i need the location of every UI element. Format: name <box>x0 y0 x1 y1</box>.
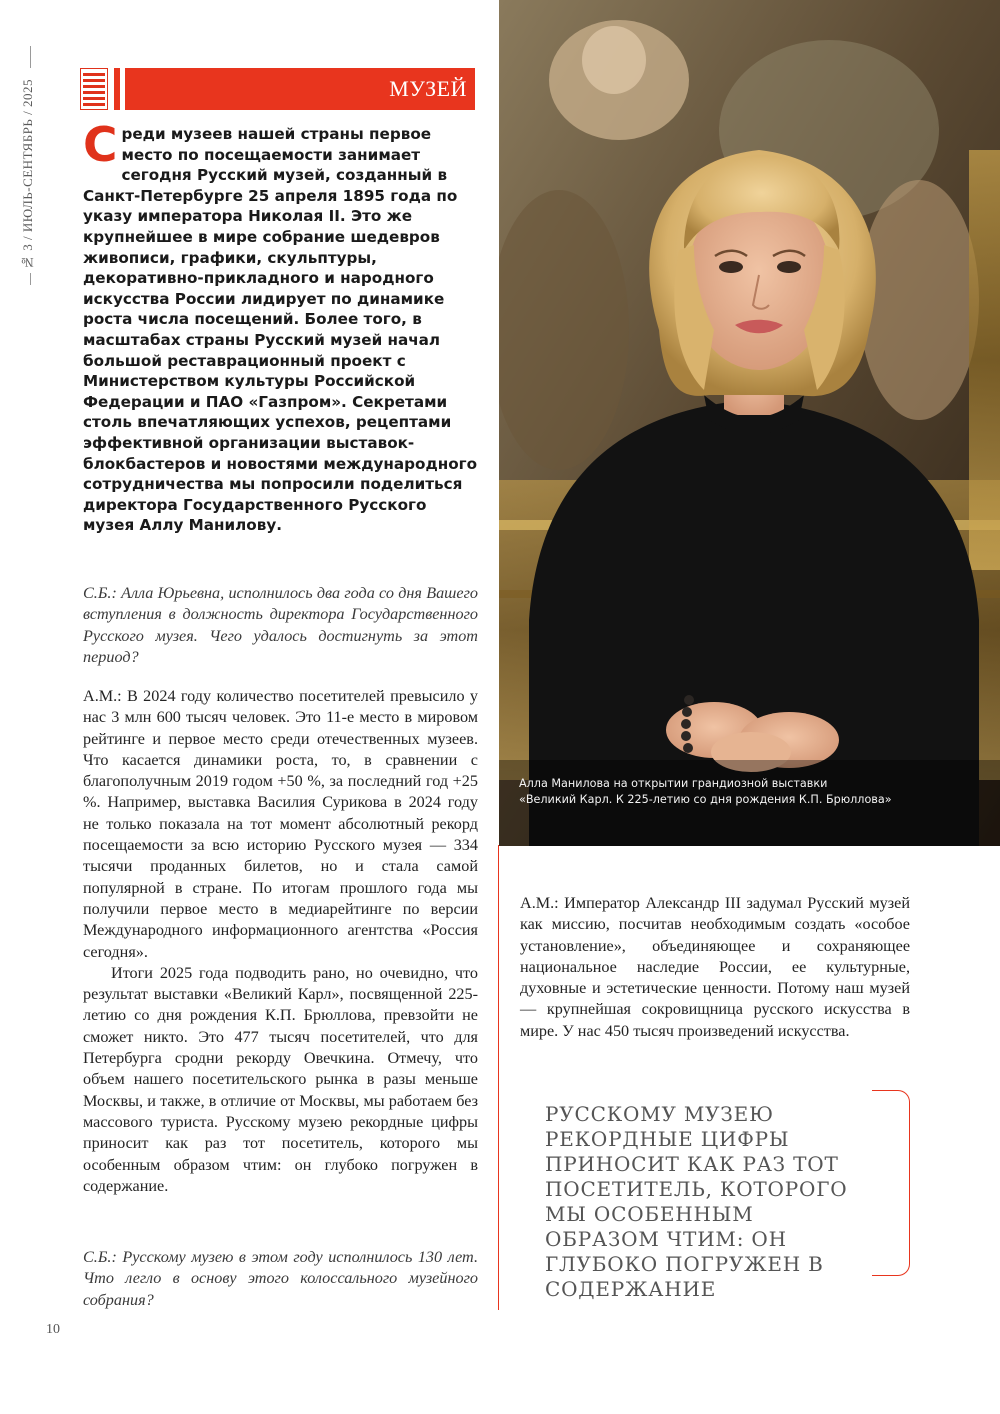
section-rubric <box>80 68 475 110</box>
issue-running-title: № 3 / ИЮЛЬ-СЕНТЯБРЬ / 2025 <box>20 79 35 270</box>
interview-question-2: С.Б.: Русскому музею в этом году исполнилось 130 лет. Что легло в основу этого колоссального музейного собрания? <box>83 1248 478 1309</box>
interview-answer-2: А.М.: Император Александр III задумал Русский музей как миссию, посчитав необходимым создать «особое установление», объединяющее и сохраняющее национальное наследие России, ее культурные, духовные и эстетические ценности. Потому наш музей — крупнейшая сокровищница русского искусства в мире. У нас 450 тысяч произведений искусства. <box>520 894 910 1040</box>
side-rule-top <box>30 46 31 68</box>
magazine-logo-icon <box>80 68 108 110</box>
photo-caption-line-1: Алла Манилова на открытии грандиозной выставки <box>519 777 828 790</box>
portrait-photo <box>499 0 1000 846</box>
photo-caption-line-2: «Великий Карл. К 225-летию со дня рождения К.П. Брюллова» <box>519 793 892 806</box>
drop-cap: С <box>83 118 118 173</box>
photo-caption <box>519 776 989 808</box>
rubric-label: МУЗЕЙ <box>389 76 467 101</box>
answer-1-paragraph-1: А.М.: В 2024 году количество посетителей превысило у нас 3 млн 600 тысяч человек. Это 11-е место в мировом рейтинге и первое место среди отечественных музеев. Что касается динамики роста, то, в сравнении с благополучным 2019 годом +50 %, за последний год +25 %. Например, выставка Василия Сурикова в 2024 году не только показала на тот момент абсолютный рекорд посещаемости за всю историю Русского музея — 334 тысячи проданных билетов, но и стала самой популярной в стране. По итогам прошлого года мы получили первое место в медиарейтинге по версии Международного информационного агентства «Россия сегодня». <box>83 687 478 961</box>
page-number: 10 <box>46 1322 60 1337</box>
answer-1-paragraph-2: Итоги 2025 года подводить рано, но очевидно, что результат выставки «Великий Карл», посвященной 225-летию со дня рождения К.П. Брюллова, превзойти не сможет никто. Это 477 тысяч посетителей, что для Петербурга сродни рекорду Овечкина. Отмечу, что объем нашего посетительского рынка в разы меньше Москвы, и также, в отличие от Москвы, мы работаем без массового туриста. Русскому музею рекордные цифры приносит как раз тот посетитель, которого мы особенным образом чтим: он глубоко погружен в содержание. <box>83 963 478 1195</box>
rubric-bar <box>114 68 475 110</box>
side-rule-bottom <box>30 273 31 285</box>
lead-text: реди музеев нашей страны первое место по посещаемости занимает сегодня Русский музей, созданный в Санкт-Петербурге 25 апреля 1895 года по указу императора Николая II. Это же крупнейшее в мире собрание шедевров живописи, графики, скульптуры, декоративно-прикладного и народного искусства России лидирует по динамике роста числа посещений. Более того, в масштабах страны Русский музей начал большой реставрационный проект с Министерством культуры Российской Федерации и ПАО «Газпром». Секретами столь впечатляющих успехов, рецептами эффективной организации выставок-блокбастеров и новостями международного сотрудничества мы попросили поделиться директора Государственного Русского музея Аллу Манилову. <box>83 125 478 535</box>
lead-paragraph <box>83 118 478 536</box>
interview-answer-1 <box>83 686 478 1197</box>
interview-question-1: С.Б.: Алла Юрьевна, исполнилось два года со дня Вашего вступления в должность директора Государственного Русского музея. Чего удалось достигнуть за этот период? <box>83 584 478 666</box>
column-divider <box>498 845 499 1310</box>
pull-quote: РУССКОМУ МУЗЕЮ РЕКОРДНЫЕ ЦИФРЫ ПРИНОСИТ КАК РАЗ ТОТ ПОСЕТИТЕЛЬ, КОТОРОГО МЫ ОСОБЕННЫМ ОБРАЗОМ ЧТИМ: ОН ГЛУБОКО ПОГРУЖЕН В СОДЕРЖАНИЕ <box>545 1102 848 1301</box>
pull-quote-bracket <box>872 1090 910 1276</box>
portrait-illustration <box>499 0 1000 846</box>
